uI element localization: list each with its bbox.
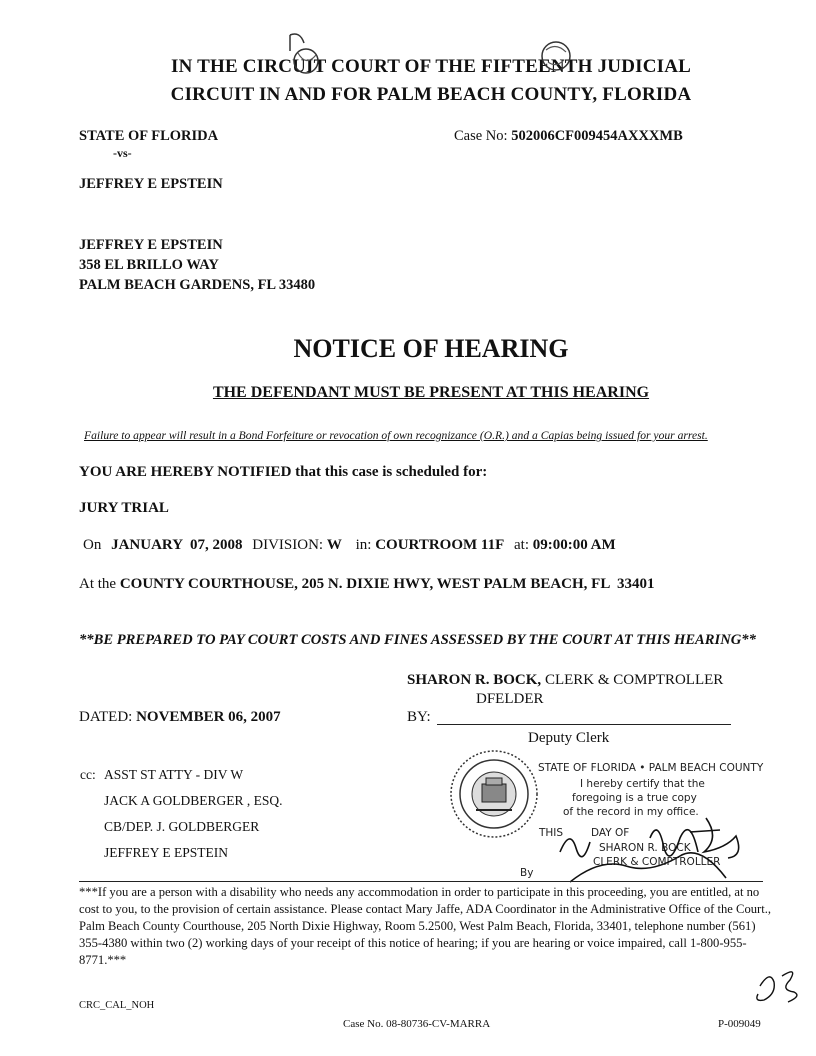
clerk-name: SHARON R. BOCK, bbox=[407, 672, 542, 688]
stamp-line-2: I hereby certify that the bbox=[580, 778, 705, 790]
location: COUNTY COURTHOUSE, 205 N. DIXIE HWY, WEST PALM BEACH, FL 33401 bbox=[119, 576, 655, 592]
ada-notice: ***If you are a person with a disability who needs any accommodation in order to participate in this proceeding, you are entitled, at no cost to you, to the provision of certain assistance. Please contact Mary Jaffe, ADA Coordinator in the Administrative Office of the Court., Palm Beach County Courthouse, 205 North Dixie Highway, Room 5.2500, West Palm Beach, Florida, 33401, telephone number (561) 355-4380 within two (2) working days of your receipt of this notice of hearing; if you are hearing or voice impaired, call 1-800-955-8771.*** bbox=[79, 885, 772, 967]
hearing-time: 09:00:00 AM bbox=[532, 537, 616, 553]
stamp-line-4: of the record in my office. bbox=[563, 806, 699, 818]
case-number-line bbox=[454, 128, 683, 145]
notice-title: NOTICE OF HEARING bbox=[293, 334, 569, 363]
location-prefix: At the bbox=[79, 576, 117, 592]
notified-rest: that this case is scheduled for: bbox=[291, 464, 488, 480]
stamp-line-3: foregoing is a true copy bbox=[572, 792, 697, 804]
plaintiff-name: STATE OF FLORIDA bbox=[79, 128, 219, 144]
notice-subtitle: THE DEFENDANT MUST BE PRESENT AT THIS HEARING bbox=[212, 384, 650, 401]
page-id: P-009049 bbox=[718, 1018, 761, 1030]
deputy-name: DFELDER bbox=[476, 691, 544, 707]
handwritten-signature bbox=[530, 808, 770, 888]
stamp-line-7: SHARON R. BOCK bbox=[599, 842, 691, 854]
stamp-line-6: DAY OF bbox=[591, 827, 630, 839]
footer-case-reference: Case No. 08-80736-CV-MARRA bbox=[343, 1018, 491, 1030]
failure-warning: Failure to appear will result in a Bond Forfeiture or revocation of own recognizance (O.R.) and a Capias being issued for your arrest. bbox=[84, 429, 708, 442]
court-heading-line2: CIRCUIT IN AND FOR PALM BEACH COUNTY, FLORIDA bbox=[170, 84, 692, 105]
stamp-line-5: THIS bbox=[539, 827, 564, 839]
punch-hole-mark bbox=[536, 36, 576, 76]
clerk-title: CLERK & COMPTROLLER bbox=[541, 672, 724, 688]
case-number-label: Case No: bbox=[454, 128, 508, 144]
stamp-line-9: By bbox=[520, 867, 534, 879]
clerk-seal bbox=[448, 748, 540, 840]
case-number: 502006CF009454AXXXMB bbox=[511, 128, 683, 144]
in-label: in: bbox=[355, 537, 372, 553]
location-line bbox=[79, 576, 655, 593]
by-label: BY: bbox=[407, 709, 431, 725]
form-code: CRC_CAL_NOH bbox=[79, 1000, 155, 1011]
notified-bold: YOU ARE HEREBY NOTIFIED bbox=[79, 464, 292, 480]
division-value: W bbox=[326, 537, 342, 553]
division-label: DIVISION: bbox=[252, 537, 324, 553]
stamp-line-1: STATE OF FLORIDA • PALM BEACH COUNTY bbox=[538, 762, 764, 774]
court-heading-line1: IN THE CIRCUIT COURT OF THE FIFTEENTH JUDICIAL bbox=[170, 56, 692, 77]
notified-statement bbox=[79, 464, 487, 481]
address-street: 358 EL BRILLO WAY bbox=[79, 257, 219, 273]
clerk-line bbox=[407, 672, 723, 689]
handwritten-initials bbox=[744, 966, 808, 1006]
cc-recipient: JACK A GOLDBERGER , ESQ. bbox=[104, 793, 283, 808]
cc-label: cc: bbox=[80, 767, 96, 782]
schedule-line bbox=[83, 537, 616, 554]
hearing-date: JANUARY 07, 2008 bbox=[111, 537, 243, 553]
at-label: at: bbox=[514, 537, 529, 553]
hearing-type: JURY TRIAL bbox=[79, 500, 169, 516]
defendant-name: JEFFREY E EPSTEIN bbox=[79, 176, 223, 192]
ada-separator bbox=[79, 881, 763, 882]
signature-line bbox=[437, 724, 731, 725]
costs-notice: **BE PREPARED TO PAY COURT COSTS AND FINES ASSESSED BY THE COURT AT THIS HEARING** bbox=[79, 632, 756, 648]
cc-recipient: ASST ST ATTY - DIV W bbox=[104, 767, 244, 782]
dated-value: NOVEMBER 06, 2007 bbox=[136, 709, 281, 725]
stamp-line-8: CLERK & COMPTROLLER bbox=[593, 856, 721, 868]
cc-recipient: JEFFREY E EPSTEIN bbox=[104, 845, 229, 860]
address-city: PALM BEACH GARDENS, FL 33480 bbox=[79, 277, 316, 293]
punch-hole-mark bbox=[286, 33, 326, 79]
address-name: JEFFREY E EPSTEIN bbox=[79, 237, 223, 253]
versus-label: -vs- bbox=[113, 146, 132, 160]
cc-recipient: CB/DEP. J. GOLDBERGER bbox=[104, 819, 260, 834]
courtroom: COURTROOM 11F bbox=[375, 537, 505, 553]
deputy-clerk-title: Deputy Clerk bbox=[528, 730, 610, 746]
on-label: On bbox=[83, 537, 102, 553]
dated-label: DATED: bbox=[79, 709, 133, 725]
dated-line bbox=[79, 709, 281, 726]
